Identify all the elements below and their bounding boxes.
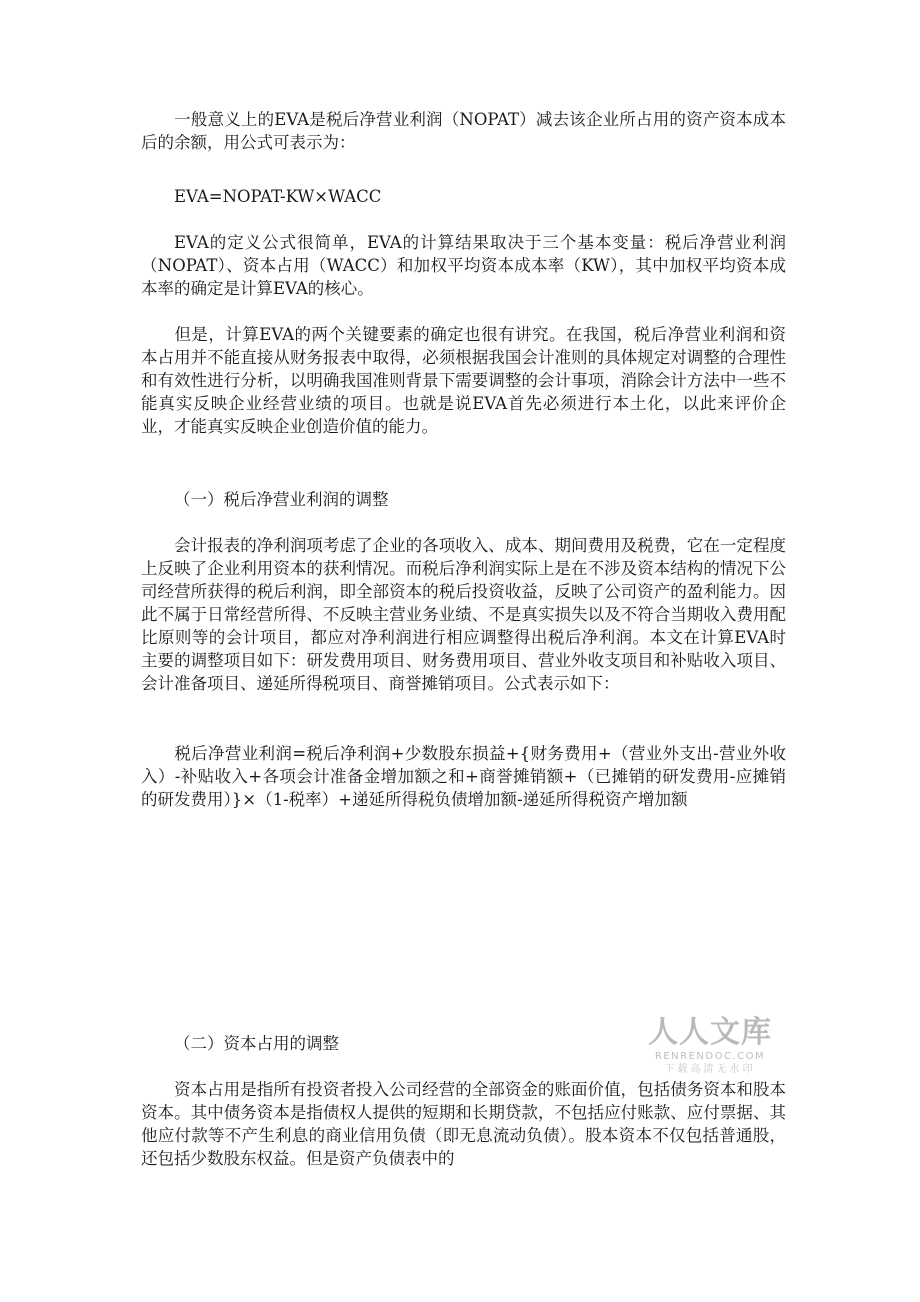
paragraph-text: 资本占用是指所有投资者投入公司经营的全部资金的账面价值，包括债务资本和股本资本。其中债务资本是指债权人提供的短期和长期贷款，不包括应付账款、应付票据、其他应付款等不产生利息的商业信用负债（即无息流动负债）。股本资本不仅包括普通股，还包括少数股东权益。但是资产负债表中的: [141, 1080, 786, 1168]
watermark-domain: RENRENDOC.COM: [654, 1051, 766, 1062]
paragraph-eva-localization: [141, 323, 786, 438]
formula-eva: EVA=NOPAT-KW×WACC: [174, 187, 382, 206]
section-heading-nopat: （一）税后净营业利润的调整: [174, 490, 389, 509]
paragraph-text: 会计报表的净利润项考虑了企业的各项收入、成本、期间费用及税费，它在一定程度上反映了企业利用资本的获利情况。而税后净利润实际上是在不涉及资本结构的情况下公司经营所获得的税后利润，即全部资本的税后投资收益，反映了公司资产的盈利能力。因此不属于日常经营所得、不反映主营业务业绩、不是真实损失以及不符合当期收入费用配比原则等的会计项目，都应对净利润进行相应调整得出税后净利润。本文在计算EVA时主要的调整项目如下：研发费用项目、财务费用项目、营业外收支项目和补贴收入项目、会计准备项目、递延所得税项目、商誉摊销项目。公式表示如下：: [141, 536, 786, 693]
paragraph-text: 但是，计算EVA的两个关键要素的确定也很有讲究。在我国，税后净营业利润和资本占用并不能直接从财务报表中取得，必须根据我国会计准则的具体规定对调整的合理性和有效性进行分析，以明确我国准则背景下需要调整的会计事项，消除会计方法中一些不能真实反映企业经营业绩的项目。也就是说EVA首先必须进行本土化，以此来评价企业，才能真实反映企业创造价值的能力。: [141, 325, 786, 436]
paragraph-text: 一般意义上的EVA是税后净营业利润（NOPAT）减去该企业所占用的资产资本成本后的余额，用公式可表示为：: [141, 110, 786, 152]
paragraph-capital-employed: [141, 1078, 786, 1170]
watermark-logo: [645, 1016, 775, 1076]
watermark-slogan: 下载高清无水印: [664, 1064, 756, 1075]
paragraph-eva-variables: [141, 231, 786, 300]
section-heading-capital: （二）资本占用的调整: [174, 1034, 339, 1053]
paragraph-text: EVA的定义公式很简单，EVA的计算结果取决于三个基本变量：税后净营业利润（NOPAT）、资本占用（WACC）和加权平均资本成本率（KW），其中加权平均资本成本率的确定是计算EVA的核心。: [141, 233, 786, 298]
watermark-title: 人人文库: [648, 1015, 772, 1050]
paragraph-text: 税后净营业利润=税后净利润+少数股东损益+{财务费用+（营业外支出-营业外收入）-补贴收入+各项会计准备金增加额之和+商誉摊销额+（已摊销的研发费用-应摊销的研发费用）}×（1-税率）+递延所得税负债增加额-递延所得税资产增加额: [141, 744, 786, 809]
paragraph-net-profit: [141, 534, 786, 695]
paragraph-eva-definition: [141, 108, 786, 154]
formula-nopat: [141, 742, 786, 811]
